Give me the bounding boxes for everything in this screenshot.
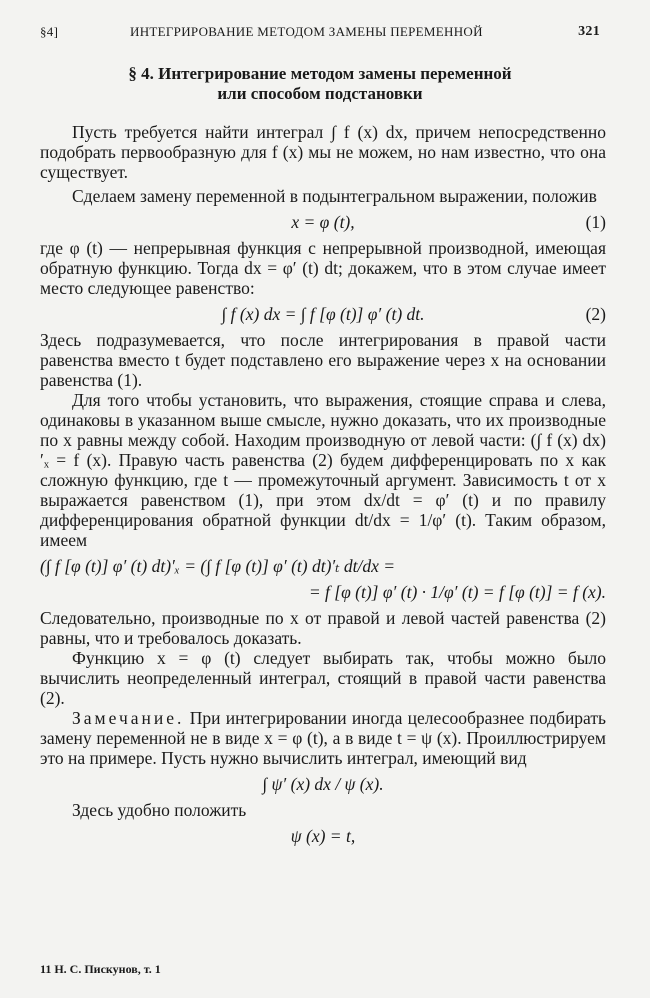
paragraph: Для того чтобы установить, что выражения, стоящие справа и слева, одинаковы в указанном выше смысле, нужно доказать, что их производные по x равны между собой. Находим производную от левой части: (∫ f (x) dx)′ₓ = f (x). Правую часть равенства (2) будем дифференцировать по x как сложную функцию, где t — промежуточный аргумент. Зависимость t от x выражается равенством (1), при этом dx/dt = φ′ (t) и по правилу дифференцирования обратной функции dt/dx = 1/φ′ (t). Таким образом, имеем — [40, 390, 606, 550]
equation-3b: = f [φ (t)] φ′ (t) · 1/φ′ (t) = f [φ (t)] = f (x). — [308, 582, 606, 602]
remark-label: Замечание. — [72, 708, 185, 728]
chapter-title: ИНТЕГРИРОВАНИЕ МЕТОДОМ ЗАМЕНЫ ПЕРЕМЕННОЙ — [130, 24, 483, 39]
page-number: 321 — [578, 24, 600, 39]
equation-2: ∫ f (x) dx = ∫ f [φ (t)] φ′ (t) dt. (2) — [221, 304, 606, 324]
section-ref: §4] — [40, 24, 59, 39]
equation-3a: (∫ f [φ (t)] φ′ (t) dt)′ₓ = (∫ f [φ (t)] φ′ (t) dt)′ₜ dt/dx = — [40, 556, 396, 576]
paragraph: Следовательно, производные по x от правой и левой частей равенства (2) равны, что и требовалось доказать. — [40, 608, 606, 648]
equation-1: x = φ (t), (1) — [291, 212, 606, 232]
remark-paragraph: Замечание. При интегрировании иногда целесообразнее подбирать замену переменной не в виде x = φ (t), а в виде t = ψ (x). Проиллюстрируем это на примере. Пусть нужно вычислить интеграл, имеющий вид — [40, 708, 606, 768]
equation-5: ψ (x) = t, — [290, 826, 356, 846]
paragraph: Здесь подразумевается, что после интегрирования в правой части равенства вместо t будет подставлено его выражение через x на основании равенства (1). — [40, 330, 606, 390]
equation-4: ∫ ψ′ (x) dx / ψ (x). — [262, 774, 384, 794]
paragraph: где φ (t) — непрерывная функция с непрерывной производной, имеющая обратную функцию. Тогда dx = φ′ (t) dt; докажем, что в этом случае имеет место следующее равенство: — [40, 238, 606, 298]
footer-signature: 11 Н. С. Пискунов, т. 1 — [40, 962, 161, 976]
paragraph: Здесь удобно положить — [72, 800, 247, 820]
section-title: § 4. Интегрирование методом замены переменной или способом подстановки — [128, 64, 512, 103]
paragraph: Функцию x = φ (t) следует выбирать так, чтобы можно было вычислить неопределенный интеграл, стоящий в правой части равенства (2). — [40, 648, 606, 708]
paragraph: Сделаем замену переменной в подынтегральном выражении, положив — [72, 186, 597, 206]
paragraph: Пусть требуется найти интеграл ∫ f (x) dx, причем непосредственно подобрать первообразную для f (x) мы не можем, но нам известно, что она существует. — [40, 122, 606, 182]
page-body — [40, 122, 606, 852]
